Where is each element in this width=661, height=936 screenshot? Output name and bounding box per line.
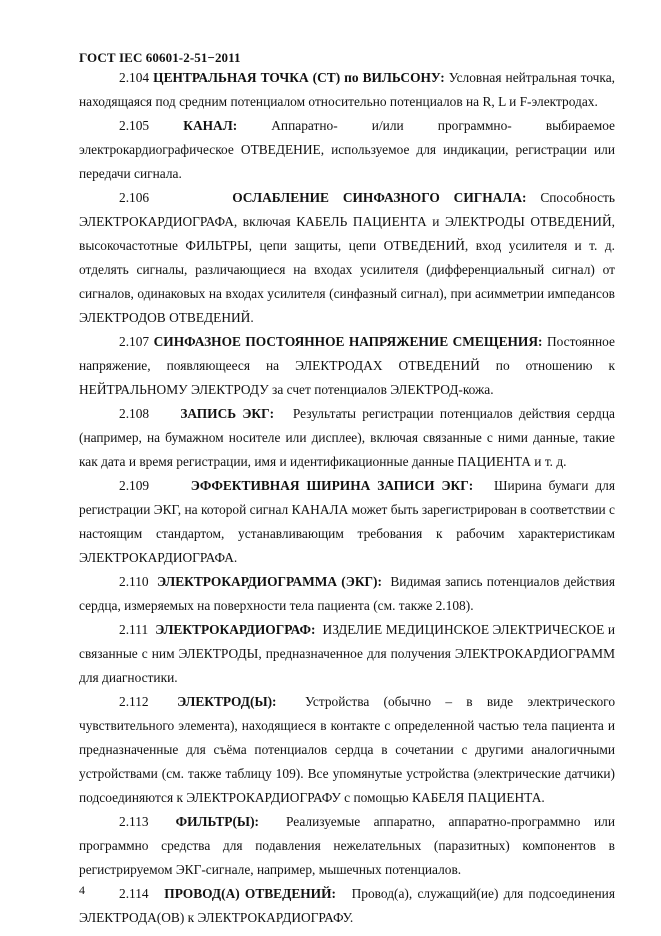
clause-number: 2.110 — [119, 574, 149, 589]
defined-term: ЭЛЕКТРОКАРДИОГРАФ: — [155, 622, 316, 637]
definition-paragraph — [79, 402, 615, 474]
definition-paragraph — [79, 810, 615, 882]
definition-paragraph — [79, 474, 615, 570]
clause-number: 2.111 — [119, 622, 149, 637]
clause-number: 2.112 — [119, 694, 149, 709]
definition-text: Ширина бумаги для регистрации ЭКГ, на которой сигнал КАНАЛА может быть зарегистрирован в соответствии с настоящим стандартом, устанавливающим требования к рабочим характеристикам ЭЛЕКТРОКАРДИОГРАФА. — [79, 478, 615, 565]
definition-text: Устройства (обычно – в виде электрического чувствительного элемента), находящиеся в контакте с определенной частью тела пациента и предназначенные для съёма потенциалов сердца в сочетании с другими аналогичными устройствами (см. также таблицу 109). Все упомянутые устройства (электрические датчики) подсоединяются к ЭЛЕКТРОКАРДИОГРАФУ с помощью КАБЕЛЯ ПАЦИЕНТА. — [79, 694, 616, 805]
defined-term: ЭЛЕКТРОКАРДИОГРАММА (ЭКГ): — [157, 574, 382, 589]
definition-paragraph — [79, 570, 615, 618]
definitions-section — [79, 66, 615, 930]
clause-number: 2.108 — [119, 406, 150, 421]
defined-term: ЦЕНТРАЛЬНАЯ ТОЧКА (СТ) по ВИЛЬСОНУ: — [153, 70, 445, 85]
definition-paragraph — [79, 186, 615, 330]
definition-text: ИЗДЕЛИЕ МЕДИЦИНСКОЕ ЭЛЕКТРИЧЕСКОЕ и связанные с ним ЭЛЕКТРОДЫ, предназначенное для получения ЭЛЕКТРОКАРДИОГРАММ для диагностики. — [79, 622, 615, 685]
defined-term: КАНАЛ: — [183, 118, 238, 133]
definition-paragraph — [79, 66, 615, 114]
clause-number: 2.109 — [119, 478, 150, 493]
standard-header: ГОСТ IEC 60601-2-51−2011 — [79, 50, 241, 65]
page-number: 4 — [79, 883, 85, 897]
definition-text: Условная нейтральная точка, находящаяся под средним потенциалом относительно потенциалов на R, L и F-электродах. — [79, 70, 615, 109]
definition-text: Видимая запись потенциалов действия сердца, измеряемых на поверхности тела пациента (см. также 2.108). — [79, 574, 615, 613]
defined-term: ПРОВОД(А) ОТВЕДЕНИЙ: — [164, 886, 336, 901]
defined-term: ЗАПИСЬ ЭКГ: — [180, 406, 275, 421]
definition-text: Провод(а), служащий(ие) для подсоединения ЭЛЕКТРОДА(ОВ) к ЭЛЕКТРОКАРДИОГРАФУ. — [79, 886, 615, 925]
definition-text: Реализуемые аппаратно, аппаратно-программно или программно средства для подавления нежелательных (паразитных) компонентов в регистрируемом ЭКГ-сигнале, например, мышечных потенциалов. — [79, 814, 615, 877]
clause-number: 2.106 — [119, 190, 150, 205]
definition-text: Постоянное напряжение, появляющееся на ЭЛЕКТРОДАХ ОТВЕДЕНИЙ по отношению к НЕЙТРАЛЬНОМУ ЭЛЕКТРОДУ за счет потенциалов ЭЛЕКТРОД-кожа. — [79, 334, 615, 397]
definition-text: Аппаратно- и/или программно- выбираемое электрокардиографическое ОТВЕДЕНИЕ, используемое для индикации, регистрации или передачи сигнала. — [79, 118, 615, 181]
clause-number: 2.107 — [119, 334, 150, 349]
defined-term: ЭФФЕКТИВНАЯ ШИРИНА ЗАПИСИ ЭКГ: — [190, 478, 474, 493]
clause-number: 2.104 — [119, 70, 150, 85]
definition-text: Способность ЭЛЕКТРОКАРДИОГРАФА, включая КАБЕЛЬ ПАЦИЕНТА и ЭЛЕКТРОДЫ ОТВЕДЕНИЙ, высокочастотные ФИЛЬТРЫ, цепи защиты, цепи ОТВЕДЕНИЙ, вход усилителя и т. д. отделять сигналы, различающиеся на входах усилителя (дифференциальный сигнал) от сигналов, одинаковых на входах усилителя (синфазный сигнал), при асимметрии импедансов ЭЛЕКТРОДОВ ОТВЕДЕНИЙ. — [79, 190, 616, 325]
definition-paragraph — [79, 114, 615, 186]
defined-term: СИНФАЗНОЕ ПОСТОЯННОЕ НАПРЯЖЕНИЕ СМЕЩЕНИЯ: — [153, 334, 543, 349]
defined-term: ЭЛЕКТРОД(Ы): — [177, 694, 277, 709]
defined-term: ФИЛЬТР(Ы): — [175, 814, 259, 829]
definition-paragraph — [79, 690, 615, 810]
clause-number: 2.114 — [119, 886, 149, 901]
clause-number: 2.105 — [119, 118, 150, 133]
definition-paragraph — [79, 882, 615, 930]
definition-text: Результаты регистрации потенциалов действия сердца (например, на бумажном носителе или дисплее), включая связанные с ними данные, такие как дата и время регистрации, имя и идентификационные данные ПАЦИЕНТА и т. д. — [79, 406, 615, 469]
definition-paragraph — [79, 330, 615, 402]
definition-paragraph — [79, 618, 615, 690]
defined-term: ОСЛАБЛЕНИЕ СИНФАЗНОГО СИГНАЛА: — [232, 190, 527, 205]
clause-number: 2.113 — [119, 814, 149, 829]
